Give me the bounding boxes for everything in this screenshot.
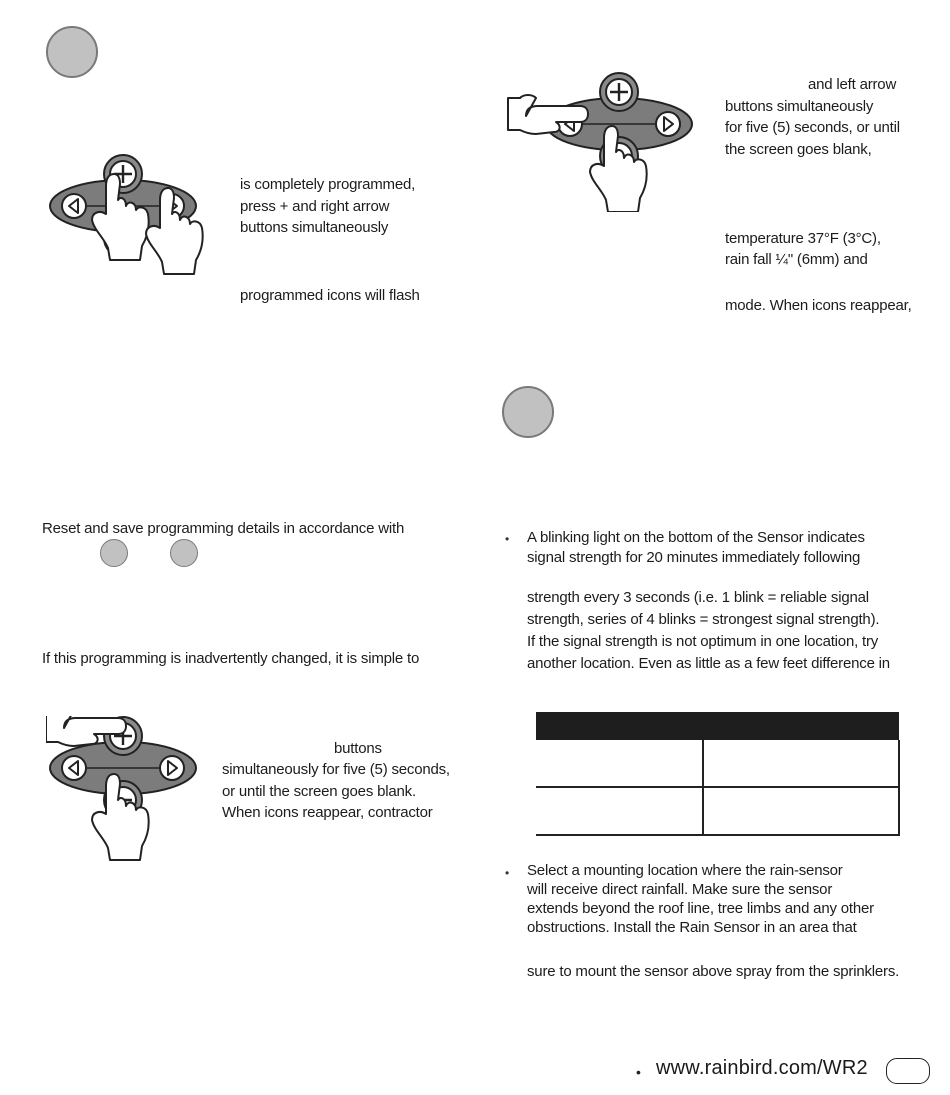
text-line: If the signal strength is not optimum in one location, try [527,633,879,650]
text-line: and left arrow [808,76,897,93]
table-row [536,787,899,835]
signal-strength-table [536,712,900,836]
text-line: A blinking light on the bottom of the Sensor indicates [527,529,865,546]
table-row [536,740,899,787]
text-line: rain fall ¼" (6mm) and [725,251,868,268]
page-number-box [886,1058,930,1084]
bullet-marker: • [505,532,510,546]
table-cell [703,740,899,787]
text-line: simultaneously for five (5) seconds, [222,761,450,778]
controller-pad-icon [46,716,206,861]
text-line: Reset and save programming details in accordance with [42,520,405,537]
step-number-circle [502,386,554,438]
text-line: the screen goes blank, [725,141,872,158]
table-cell [536,740,703,787]
text-line: If this programming is inadvertently changed, it is simple to [42,650,420,667]
controller-pad-icon [504,72,704,212]
text-line: signal strength for 20 minutes immediately following [527,549,861,566]
text-line: temperature 37°F (3°C), [725,230,881,247]
website-url[interactable]: www.rainbird.com/WR2 [656,1057,868,1079]
table-cell [703,787,899,835]
text-line: for five (5) seconds, or until [725,119,900,136]
controller-pad-icon [46,154,206,284]
inline-button-circle [170,539,198,567]
table-header-row [536,712,899,740]
table-header [536,712,899,740]
text-line: sure to mount the sensor above spray from the sprinklers. [527,963,900,980]
table-cell [536,787,703,835]
text-line: Select a mounting location where the rain-sensor [527,862,843,879]
text-line: buttons simultaneously [240,219,389,236]
text-line: obstructions. Install the Rain Sensor in an area that [527,919,857,936]
text-line: programmed icons will flash [240,287,420,304]
bullet-marker: • [505,866,510,880]
text-line: mode. When icons reappear, [725,297,912,314]
step-number-circle [46,26,98,78]
text-line: When icons reappear, contractor [222,804,433,821]
text-line: buttons simultaneously [725,98,874,115]
footer-bullet: • [636,1064,641,1080]
text-line: will receive direct rainfall. Make sure the sensor [527,881,833,898]
text-line: is completely programmed, [240,176,416,193]
text-line: strength every 3 seconds (i.e. 1 blink = reliable signal [527,589,869,606]
text-line: press + and right arrow [240,198,390,215]
text-line: another location. Even as little as a few feet difference in [527,655,890,672]
text-line: buttons [334,740,382,757]
text-line: extends beyond the roof line, tree limbs and any other [527,900,874,917]
text-line: or until the screen goes blank. [222,783,416,800]
inline-button-circle [100,539,128,567]
text-line: strength, series of 4 blinks = strongest signal strength). [527,611,880,628]
